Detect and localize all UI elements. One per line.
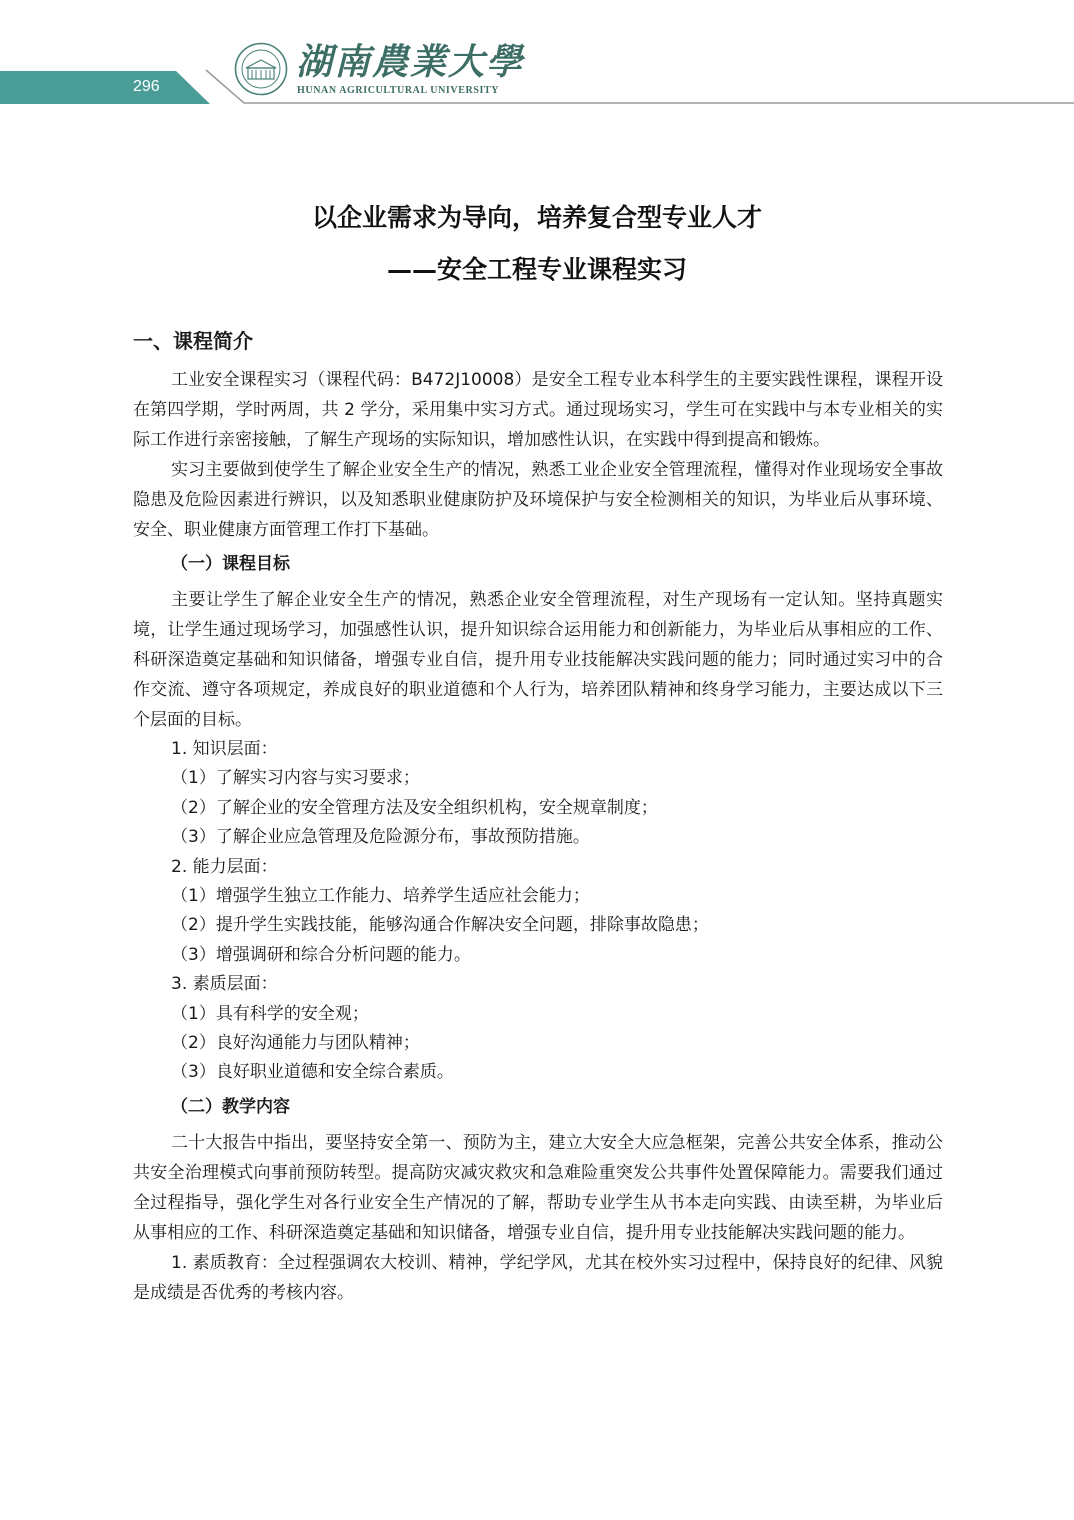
paragraph: 1. 素质教育：全过程强调农大校训、精神，学纪学风，尤其在校外实习过程中，保持良好的纪律、风貌是成绩是否优秀的考核内容。 — [133, 1252, 943, 1303]
list-item: （3）了解企业应急管理及危险源分布，事故预防措施。 — [171, 827, 590, 848]
paragraph: 主要让学生了解企业安全生产的情况，熟悉企业安全管理流程，对生产现场有一定认知。坚持真题实境，让学生通过现场学习，加强感性认识，提升知识综合运用能力和创新能力，为毕业后从事相应的工作、科研深造奠定基础和知识储备，增强专业自信，提升用专业技能解决实践问题的能力；同时通过实习中的合作交流、遵守各项规定，养成良好的职业道德和个人行为，培养团队精神和终身学习能力，主要达成以下三个层面的目标。 — [133, 590, 943, 730]
list-item: （2）提升学生实践技能，能够沟通合作解决安全问题，排除事故隐患； — [171, 915, 709, 936]
subsection-heading-course-goals: （一）课程目标 — [171, 554, 290, 574]
section-heading-course-intro: 一、课程简介 — [133, 329, 253, 353]
list-heading-quality: 3. 素质层面： — [171, 974, 278, 995]
list-item: （3）良好职业道德和安全综合素质。 — [171, 1062, 454, 1083]
list-heading-ability: 2. 能力层面： — [171, 856, 278, 877]
list-item: （1）具有科学的安全观； — [171, 1003, 369, 1024]
article-title — [0, 192, 1074, 296]
university-seal-icon — [234, 42, 288, 96]
title-main: 以企业需求为导向，培养复合型专业人才 — [311, 203, 762, 232]
list-item: （1）增强学生独立工作能力、培养学生适应社会能力； — [171, 886, 590, 907]
paragraph: 实习主要做到使学生了解企业安全生产的情况，熟悉工业企业安全管理流程，懂得对作业现场安全事故隐患及危险因素进行辨识，以及知悉职业健康防护及环境保护与安全检测相关的知识，为毕业后从事环境、安全、职业健康方面管理工作打下基础。 — [133, 460, 943, 540]
page-header — [0, 0, 1074, 110]
subsection-heading-teaching-content: （二）教学内容 — [171, 1096, 290, 1117]
list-item: （2）了解企业的安全管理方法及安全组织机构，安全规章制度； — [171, 797, 658, 818]
list-item: （1）了解实习内容与实习要求； — [171, 768, 420, 789]
header-rule — [0, 0, 1074, 110]
university-name-chinese: 湖南農業大學 — [296, 41, 525, 83]
page-number: 296 — [133, 78, 160, 95]
list-item: （3）增强调研和综合分析问题的能力。 — [171, 944, 471, 965]
paragraph: 工业安全课程实习（课程代码：B472J10008）是安全工程专业本科学生的主要实践性课程，课程开设在第四学期，学时两周，共 2 学分，采用集中实习方式。通过现场实习，学生可在实践中与本专业相关的实际工作进行亲密接触，了解生产现场的实际知识，增加感性认识，在实践中得到提高和锻炼。 — [133, 370, 943, 450]
list-item: （2）良好沟通能力与团队精神； — [171, 1033, 420, 1054]
article-body — [133, 323, 943, 1308]
university-name-english: HUNAN AGRICULTURAL UNIVERSITY — [297, 85, 500, 96]
title-subtitle: ——安全工程专业课程实习 — [386, 255, 687, 284]
list-heading-knowledge: 1. 知识层面： — [171, 739, 278, 759]
paragraph: 二十大报告中指出，要坚持安全第一、预防为主，建立大安全大应急框架，完善公共安全体系，推动公共安全治理模式向事前预防转型。提高防灾减灾救灾和急难险重突发公共事件处置保障能力。需要我们通过全过程指导，强化学生对各行业安全生产情况的了解，帮助专业学生从书本走向实践、由读至耕，为毕业后从事相应的工作、科研深造奠定基础和知识储备，增强专业自信，提升用专业技能解决实践问题的能力。 — [133, 1132, 943, 1243]
